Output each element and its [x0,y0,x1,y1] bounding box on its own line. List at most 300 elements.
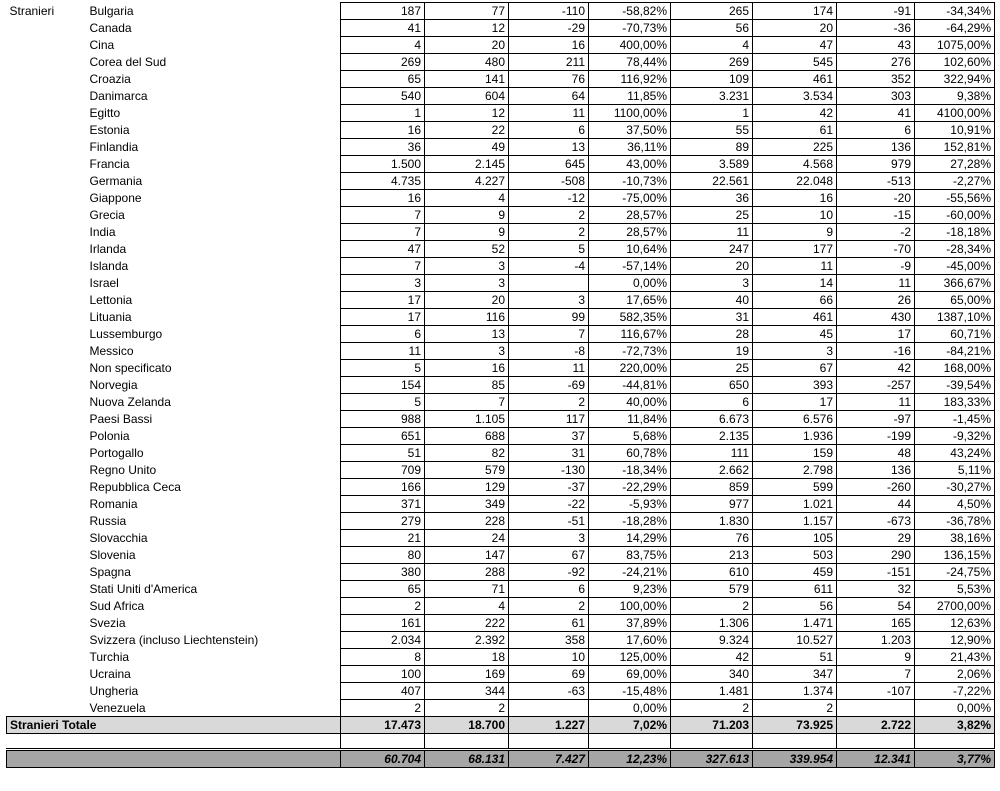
group-label [7,343,87,360]
country-name: Cina [89,38,115,52]
value-cell: 4.227 [425,173,509,190]
value-cell: 2.392 [425,632,509,649]
value-cell: 4 [425,190,509,207]
country-name: Polonia [89,429,130,443]
value-cell: 159 [753,445,837,462]
value-cell: 16 [753,190,837,207]
value-cell: 66 [753,292,837,309]
country-name: Germania [89,174,143,188]
value-cell: 41 [837,105,915,122]
value-cell: 6 [509,122,589,139]
value-cell: 48 [837,445,915,462]
table-row [7,54,995,71]
spacer-cell [837,734,915,750]
value-cell: 47 [753,37,837,54]
value-cell: 154 [341,377,425,394]
value-cell: 349 [425,496,509,513]
value-cell: 51 [753,649,837,666]
value-cell: -45,00% [915,258,995,275]
country-name: Croazia [89,72,131,86]
value-cell: -69 [509,377,589,394]
value-cell: 26 [837,292,915,309]
value-cell: 61 [753,122,837,139]
value-cell: -20 [837,190,915,207]
country-name: Estonia [89,123,130,137]
value-cell: -72,73% [589,343,671,360]
value-cell: 19 [671,343,753,360]
country-name: Lussemburgo [89,327,163,341]
value-cell: 22.048 [753,173,837,190]
table-row [7,156,995,173]
table-row [7,581,995,598]
value-cell: 25 [671,360,753,377]
value-cell: 9.324 [671,632,753,649]
country-name: Egitto [89,106,121,120]
value-cell: 213 [671,547,753,564]
group-label [7,479,87,496]
table-row [7,224,995,241]
value-cell: 0,00% [915,700,995,717]
value-cell: 279 [341,513,425,530]
value-cell: 105 [753,530,837,547]
value-cell: 3 [509,530,589,547]
value-cell: 340 [671,666,753,683]
value-cell: 7 [341,224,425,241]
table-row [7,479,995,496]
value-cell: 4 [341,37,425,54]
value-cell: 10,64% [589,241,671,258]
value-cell: 1.021 [753,496,837,513]
value-cell: 12 [425,105,509,122]
value-cell: 10,91% [915,122,995,139]
country-name: Lituania [89,310,132,324]
value-cell: 6 [341,326,425,343]
value-cell: 169 [425,666,509,683]
group-label [7,445,87,462]
value-cell: 31 [671,309,753,326]
value-cell: -508 [509,173,589,190]
value-cell: 988 [341,411,425,428]
group-label [7,326,87,343]
value-cell: 11 [341,343,425,360]
value-cell: 3 [425,275,509,292]
value-cell: 187 [341,3,425,20]
value-cell: 3.589 [671,156,753,173]
value-cell: 2700,00% [915,598,995,615]
country-name: Canada [89,21,132,35]
value-cell: 461 [753,309,837,326]
table-row [7,122,995,139]
country-name: Sud Africa [89,599,145,613]
value-cell: -58,82% [589,3,671,20]
value-cell: 222 [425,615,509,632]
value-cell: 400,00% [589,37,671,54]
value-cell: 7 [341,258,425,275]
value-cell: -18,34% [589,462,671,479]
value-cell: 21 [341,530,425,547]
value-cell: -91 [837,3,915,20]
value-cell: 49 [425,139,509,156]
value-cell: 166 [341,479,425,496]
value-cell: 5,53% [915,581,995,598]
value-cell: 1100,00% [589,105,671,122]
value-cell: -513 [837,173,915,190]
value-cell: 22 [425,122,509,139]
value-cell: -16 [837,343,915,360]
value-cell: 2.145 [425,156,509,173]
value-cell: 347 [753,666,837,683]
group-label [7,71,87,88]
value-cell: 99 [509,309,589,326]
value-cell: 7 [837,666,915,683]
value-cell: 6.673 [671,411,753,428]
country-name: Nuova Zelanda [89,395,171,409]
group-label [7,649,87,666]
value-cell: 380 [341,564,425,581]
value-cell: 85 [425,377,509,394]
value-cell: 27,28% [915,156,995,173]
value-cell: 1.830 [671,513,753,530]
value-cell: 80 [341,547,425,564]
group-label [7,139,87,156]
value-cell: 979 [837,156,915,173]
value-cell: -70 [837,241,915,258]
value-cell: 0,00% [589,700,671,717]
table-row [7,360,995,377]
table-row [7,292,995,309]
value-cell: 650 [671,377,753,394]
value-cell: 228 [425,513,509,530]
group-label [7,377,87,394]
value-cell: 430 [837,309,915,326]
table-body [7,3,995,768]
total-value: 7,02% [589,717,671,734]
group-label: Stranieri [9,4,55,18]
grand-total-value: 12,23% [589,750,671,768]
value-cell: 4.735 [341,173,425,190]
value-cell: 2 [341,598,425,615]
country-name: Russia [89,514,127,528]
group-label [7,700,87,717]
value-cell: 5,11% [915,462,995,479]
value-cell: 42 [671,649,753,666]
value-cell: 82 [425,445,509,462]
value-cell: 55 [671,122,753,139]
value-cell: 36 [341,139,425,156]
value-cell: 43 [837,37,915,54]
group-label [7,462,87,479]
value-cell: 1075,00% [915,37,995,54]
value-cell: 116 [425,309,509,326]
value-cell: -15 [837,207,915,224]
value-cell: 20 [753,20,837,37]
value-cell: 7 [341,207,425,224]
value-cell: 6 [837,122,915,139]
value-cell: 28,57% [589,207,671,224]
value-cell: 116,67% [589,326,671,343]
value-cell: -64,29% [915,20,995,37]
spacer-cell [915,734,995,750]
value-cell: 10 [509,649,589,666]
value-cell: 11,85% [589,88,671,105]
value-cell: 165 [837,615,915,632]
value-cell: 288 [425,564,509,581]
country-name: Islanda [89,259,129,273]
country-name: Ungheria [89,684,139,698]
total-value: 1.227 [509,717,589,734]
value-cell: 579 [671,581,753,598]
table-row [7,37,995,54]
country-name: Regno Unito [89,463,157,477]
value-cell: 67 [509,547,589,564]
value-cell: 1387,10% [915,309,995,326]
value-cell: 247 [671,241,753,258]
value-cell: 20 [425,292,509,309]
value-cell: 28 [671,326,753,343]
grand-total-label [7,750,341,768]
country-name: Slovenia [89,548,136,562]
group-label [7,411,87,428]
value-cell: -63 [509,683,589,700]
value-cell: 2 [341,700,425,717]
value-cell: 32 [837,581,915,598]
table-row [7,530,995,547]
group-label [7,428,87,445]
value-cell: 10.527 [753,632,837,649]
value-cell: 51 [341,445,425,462]
value-cell: -36 [837,20,915,37]
table-row [7,258,995,275]
value-cell: -51 [509,513,589,530]
value-cell: -110 [509,3,589,20]
value-cell: 36,11% [589,139,671,156]
value-cell: 6 [509,581,589,598]
value-cell: 269 [671,54,753,71]
value-cell: 61 [509,615,589,632]
value-cell: 709 [341,462,425,479]
value-cell: 610 [671,564,753,581]
country-name: Turchia [89,650,130,664]
value-cell: 125,00% [589,649,671,666]
table-row [7,139,995,156]
value-cell: -10,73% [589,173,671,190]
value-cell: 322,94% [915,71,995,88]
grand-total-value: 7.427 [509,750,589,768]
table-row [7,411,995,428]
value-cell: 459 [753,564,837,581]
value-cell: 4 [671,37,753,54]
value-cell: 6 [671,394,753,411]
value-cell: -57,14% [589,258,671,275]
value-cell: 38,16% [915,530,995,547]
value-cell: 136 [837,139,915,156]
value-cell [509,700,589,717]
group-label [7,105,87,122]
value-cell: -70,73% [589,20,671,37]
value-cell: 100,00% [589,598,671,615]
value-cell: 174 [753,3,837,20]
value-cell: 5 [341,394,425,411]
value-cell: 3.231 [671,88,753,105]
value-cell: -97 [837,411,915,428]
value-cell: 461 [753,71,837,88]
table-row [7,275,995,292]
value-cell: 17 [341,309,425,326]
value-cell: -92 [509,564,589,581]
value-cell: 89 [671,139,753,156]
value-cell: 1.105 [425,411,509,428]
value-cell: 371 [341,496,425,513]
value-cell: 352 [837,71,915,88]
group-label [7,190,87,207]
value-cell: 64 [509,88,589,105]
value-cell: 645 [509,156,589,173]
value-cell: 582,35% [589,309,671,326]
country-name: Romania [89,497,138,511]
table-row [7,20,995,37]
value-cell: -84,21% [915,343,995,360]
total-value: 73.925 [753,717,837,734]
country-name: Svezia [89,616,126,630]
value-cell: 5 [341,360,425,377]
value-cell: 161 [341,615,425,632]
country-name: Corea del Sud [89,55,167,69]
value-cell: -18,18% [915,224,995,241]
value-cell: 16 [341,122,425,139]
value-cell: 37,89% [589,615,671,632]
value-cell: 69 [509,666,589,683]
value-cell: 3 [671,275,753,292]
value-cell: 220,00% [589,360,671,377]
value-cell: 13 [425,326,509,343]
country-name: Danimarca [89,89,148,103]
value-cell: 116,92% [589,71,671,88]
value-cell: -7,22% [915,683,995,700]
value-cell: 0,00% [589,275,671,292]
value-cell: 43,24% [915,445,995,462]
spacer-cell [589,734,671,750]
value-cell: -22,29% [589,479,671,496]
value-cell: 21,43% [915,649,995,666]
group-label [7,513,87,530]
spacer-cell [425,734,509,750]
value-cell: 651 [341,428,425,445]
grand-total-value: 327.613 [671,750,753,768]
table-row [7,190,995,207]
value-cell: -12 [509,190,589,207]
grand-total-value: 339.954 [753,750,837,768]
value-cell: -2 [837,224,915,241]
spacer-cell [753,734,837,750]
group-label [7,258,87,275]
table-row [7,513,995,530]
group-label [7,683,87,700]
value-cell: 10 [753,207,837,224]
value-cell: 7 [509,326,589,343]
value-cell: -4 [509,258,589,275]
value-cell: -22 [509,496,589,513]
group-label [7,360,87,377]
value-cell: 109 [671,71,753,88]
value-cell: 77 [425,3,509,20]
value-cell: -257 [837,377,915,394]
value-cell: 2 [671,700,753,717]
table-row [7,309,995,326]
value-cell: 269 [341,54,425,71]
value-cell: 65 [341,71,425,88]
value-cell: 1.306 [671,615,753,632]
value-cell: -5,93% [589,496,671,513]
value-cell: 136 [837,462,915,479]
value-cell: 5,68% [589,428,671,445]
group-label [7,207,87,224]
value-cell: 16 [341,190,425,207]
value-cell: 45 [753,326,837,343]
value-cell: -8 [509,343,589,360]
value-cell: -36,78% [915,513,995,530]
value-cell: 358 [509,632,589,649]
country-name: Irlanda [89,242,127,256]
total-value: 3,82% [915,717,995,734]
value-cell: 4100,00% [915,105,995,122]
group-label [7,54,87,71]
value-cell: 393 [753,377,837,394]
country-name: Ucraina [89,667,131,681]
value-cell: -37 [509,479,589,496]
group-label [7,275,87,292]
table-row [7,71,995,88]
value-cell: 3 [753,343,837,360]
table-row [7,598,995,615]
value-cell: 12,63% [915,615,995,632]
table-row [7,343,995,360]
country-name: Bulgaria [89,4,134,18]
value-cell: -39,54% [915,377,995,394]
table-row [7,666,995,683]
country-name: Francia [89,157,130,171]
table-row [7,207,995,224]
table-row [7,683,995,700]
value-cell: -29 [509,20,589,37]
value-cell: -34,34% [915,3,995,20]
value-cell: -75,00% [589,190,671,207]
value-cell: 4 [425,598,509,615]
value-cell: 47 [341,241,425,258]
value-cell: 11 [671,224,753,241]
value-cell: -28,34% [915,241,995,258]
value-cell: 407 [341,683,425,700]
total-value: 17.473 [341,717,425,734]
group-label [7,241,87,258]
table-row [7,241,995,258]
value-cell: 2.034 [341,632,425,649]
value-cell: -130 [509,462,589,479]
value-cell: 40,00% [589,394,671,411]
value-cell: 2.798 [753,462,837,479]
value-cell: 16 [425,360,509,377]
group-label [7,292,87,309]
table-row [7,445,995,462]
value-cell: -673 [837,513,915,530]
country-name: Portogallo [89,446,144,460]
total-value: 2.722 [837,717,915,734]
country-name: Venezuela [89,700,146,715]
grand-total-value: 60.704 [341,750,425,768]
value-cell: 37 [509,428,589,445]
value-cell: 1.157 [753,513,837,530]
value-cell [837,700,915,717]
value-cell: 9 [425,224,509,241]
